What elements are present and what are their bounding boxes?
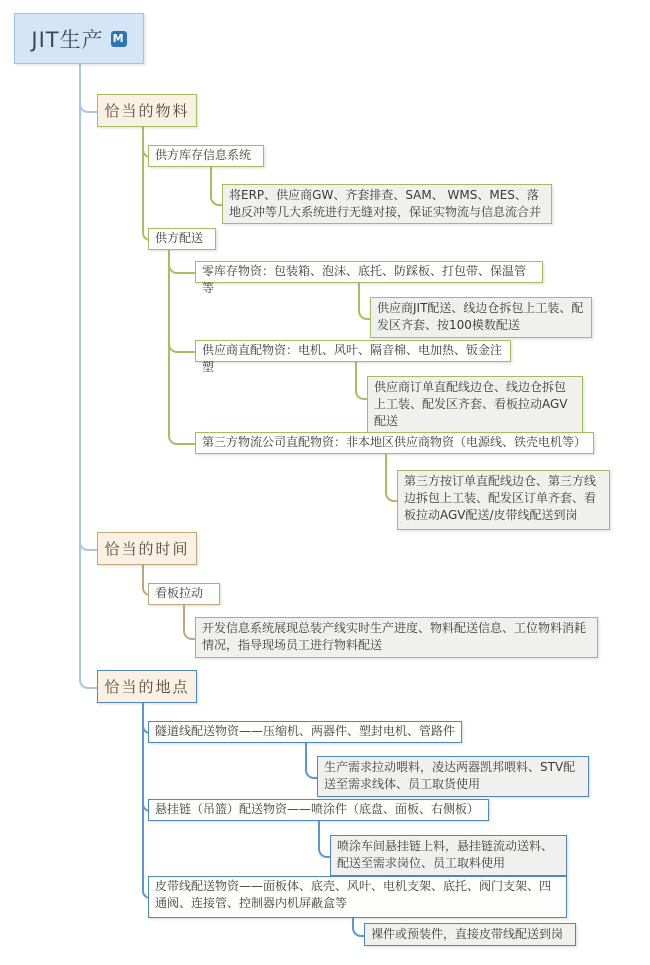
note-hanging-delivery[interactable]: 喷涂车间悬挂链上料，悬挂链流动送料、配送至需求岗位、员工取料使用 (330, 835, 567, 876)
note-belt-delivery[interactable]: 裸件或预装件，直接皮带线配送到岗 (364, 923, 576, 946)
topic-root[interactable] (14, 13, 144, 64)
root-title: JIT生产 (31, 27, 104, 52)
topic-zero-inventory-materials[interactable]: 零库存物资：包装箱、泡沫、底托、防踩板、打包带、保温管等 (195, 261, 543, 283)
note-tunnel-delivery[interactable]: 生产需求拉动喂料，凌达两器凯邦喂料、STV配送至需求线体、员工取货使用 (317, 756, 589, 797)
note-zero-inventory-delivery[interactable]: 供应商JIT配送、线边仓拆包上工装、配发区齐套、按100模数配送 (370, 297, 592, 338)
topic-supplier-direct-materials[interactable]: 供应商直配物资：电机、风叶、隔音棉、电加热、钣金注塑 (195, 340, 511, 362)
marker-m-icon[interactable]: M (111, 31, 127, 47)
note-system-integration[interactable]: 将ERP、供应商GW、齐套排查、SAM、 WMS、MES、落地反冲等几大系统进行无缝对接，保证实物流与信息流合并 (222, 184, 552, 224)
note-third-party-delivery[interactable]: 第三方按订单直配线边仓、第三方线边拆包上工装、配发区订单齐套、看板拉动AGV配送/皮带线配送到岗 (397, 470, 610, 530)
topic-tunnel-line[interactable]: 隧道线配送物资——压缩机、两器件、塑封电机、管路件 (148, 721, 462, 743)
connector-root-location (79, 64, 99, 689)
topic-belt-line[interactable]: 皮带线配送物资——面板体、底壳、风叶、电机支架、底托、阀门支架、四通阀、连接管、控制器内机屏蔽盒等 (148, 876, 567, 918)
topic-materials[interactable]: 恰当的物料 (97, 94, 197, 127)
topic-third-party-materials[interactable]: 第三方物流公司直配物资：非本地区供应商物资（电源线、铁壳电机等） (195, 432, 594, 454)
note-kanban-info-system[interactable]: 开发信息系统展现总装产线实时生产进度、物料配送信息、工位物料消耗情况，指导现场员工进行物料配送 (195, 617, 598, 658)
topic-location[interactable]: 恰当的地点 (97, 670, 197, 703)
topic-hanging-chain[interactable]: 悬挂链（吊篮）配送物资——喷涂件（底盘、面板、右侧板） (148, 799, 489, 821)
topic-supplier-inventory-system[interactable]: 供方库存信息系统 (148, 145, 264, 167)
topic-supplier-delivery[interactable]: 供方配送 (148, 228, 216, 250)
connector-delivery-thirdparty (168, 250, 197, 445)
note-supplier-direct-delivery[interactable]: 供应商订单直配线边仓、线边仓拆包上工装、配发区齐套、看板拉动AGV配送 (367, 376, 583, 433)
topic-time[interactable]: 恰当的时间 (97, 532, 197, 565)
topic-kanban-pull[interactable]: 看板拉动 (148, 583, 220, 605)
